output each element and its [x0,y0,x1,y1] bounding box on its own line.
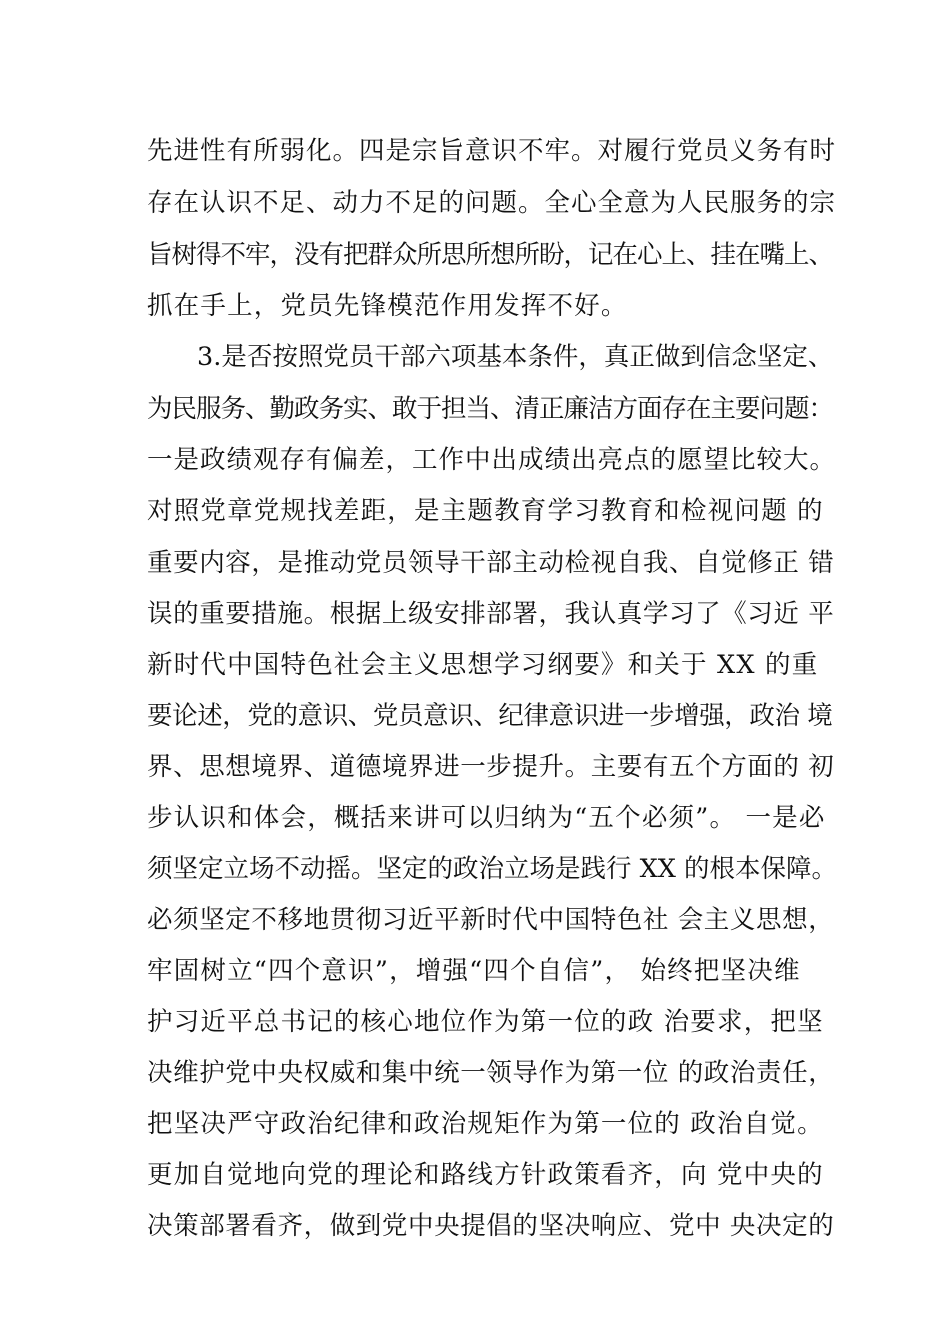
text-line: 新时代中国特色社会主义思想学习纲要》和关于 XX 的重 [147,650,819,680]
text-line: 界、思想境界、道德境界进一步提升。主要有五个方面的 初 [147,752,835,782]
text-line: 护习近平总书记的核心地位作为第一位的政 治要求，把坚 [147,1007,824,1037]
text-line: 先进性有所弱化。四是宗旨意识不牢。对履行党员义务有时 [147,136,837,166]
paragraph-start-line: 3.是否按照党员干部六项基本条件，真正做到信念坚定、 [197,342,834,372]
text-line: 一是政绩观存有偏差，工作中出成绩出亮点的愿望比较大。 [147,445,837,475]
text-line: 抓在手上，党员先锋模范作用发挥不好。 [147,291,628,321]
text-line: 必须坚定不移地贯彻习近平新时代中国特色社 会主义思想， [147,905,835,935]
text-line: 决维护党中央权威和集中统一领导作为第一位 的政治责任， [147,1058,835,1088]
text-line: 对照党章党规找差距，是主题教育学习教育和检视问题 的 [147,496,824,526]
text-line: 为民服务、勤政务实、敢于担当、清正廉洁方面存在主要问题： [147,394,834,424]
text-line: 须坚定立场不动摇。坚定的政治立场是践行 XX 的根本保障。 [147,854,838,884]
text-line: 存在认识不足、动力不足的问题。全心全意为人民服务的宗 [147,188,837,218]
text-line: 更加自觉地向党的理论和路线方针政策看齐，向 党中央的 [147,1160,824,1190]
text-line: 步认识和体会，概括来讲可以归纳为“五个必须”。 一是必 [147,803,826,833]
text-line: 把坚决严守政治纪律和政治规矩作为第一位的 政治自觉。 [147,1109,824,1139]
text-line: 误的重要措施。根据上级安排部署，我认真学习了《习近 平 [147,599,835,629]
text-line: 旨树得不牢，没有把群众所思所想所盼，记在心上、挂在嘴上、 [147,240,834,270]
text-line: 重要内容，是推动党员领导干部主动检视自我、自觉修正 错 [147,548,835,578]
text-line: 决策部署看齐，做到党中央提倡的坚决响应、党中 央决定的 [147,1211,835,1241]
text-line: 要论述，党的意识、党员意识、纪律意识进一步增强，政治 境 [147,701,833,731]
text-line: 牢固树立“四个意识”，增强“四个自信”， 始终把坚决维 [147,956,801,986]
